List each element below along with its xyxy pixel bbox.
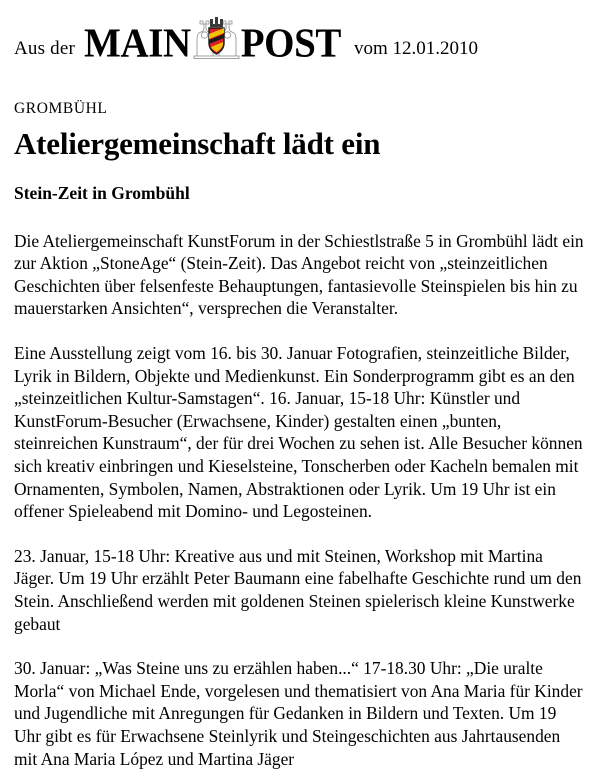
publication-date: vom 12.01.2010	[354, 38, 479, 59]
masthead	[14, 0, 586, 66]
logo-word-post: POST	[240, 20, 342, 66]
article-headline: Ateliergemeinschaft lädt ein	[14, 126, 381, 162]
logo-word-main: MAIN	[84, 20, 191, 66]
main-post-logo	[84, 17, 342, 66]
article-paragraph: Eine Ausstellung zeigt vom 16. bis 30. Januar Fotografien, steinzeitliche Bilder, Lyrik in Bildern, Objekte und Medienkunst. Ein Sonderprogramm gibt es an den „steinzeitlichen Kultur-Samstagen“. 16. Januar, 15-18 Uhr: Künstler und KunstForum-Besucher (Erwachsene, Kinder) gestalten einen „bunten, steinreichen Kunstraum“, der für drei Wochen zu sehen ist. Alle Besucher können sich kreativ einbringen und Kieselsteine, Tonscherben oder Kacheln bemalen mit Ornamenten, Symbolen, Namen, Abstraktionen oder Lyrik. Um 19 Uhr ist ein offener Spieleabend mit Domino- und Legosteinen.	[14, 343, 583, 522]
article-paragraph: 30. Januar: „Was Steine uns zu erzählen haben...“ 17-18.30 Uhr: „Die uralte Morla“ von Michael Ende, vorgelesen und thematisiert von Ana Maria für Kinder und Jugendliche mit Anregungen für Gedanken in Bildern und Texten. Um 19 Uhr gibt es für Erwachsene Steinlyrik und Steingeschichten aus Jahrtausenden mit Ana Maria López und Martina Jäger	[14, 658, 583, 769]
main-post-coat-of-arms-icon	[190, 17, 242, 61]
article-paragraph: 23. Januar, 15-18 Uhr: Kreative aus und mit Steinen, Workshop mit Martina Jäger. Um 19 Uhr erzählt Peter Baumann eine fabelhafte Geschichte rund um den Stein. Anschließend werden mit goldenen Steinen spielerisch kleine Kunstwerke gebaut	[14, 545, 582, 634]
article-kicker: GROMBÜHL	[14, 100, 108, 117]
article-body	[14, 230, 587, 770]
article-subhead: Stein-Zeit in Grombühl	[14, 182, 190, 203]
article-paragraph: Die Ateliergemeinschaft KunstForum in der Schiestlstraße 5 in Grombühl lädt ein zur Aktion „StoneAge“ (Stein-Zeit). Das Angebot reicht von „steinzeitlichen Geschichten über felsenfeste Behauptungen, fantasievolle Steinspielen bis hin zu mauerstarken Ansichten“, versprechen die Veranstalter.	[14, 230, 584, 319]
masthead-prefix-label: Aus der	[14, 38, 76, 59]
